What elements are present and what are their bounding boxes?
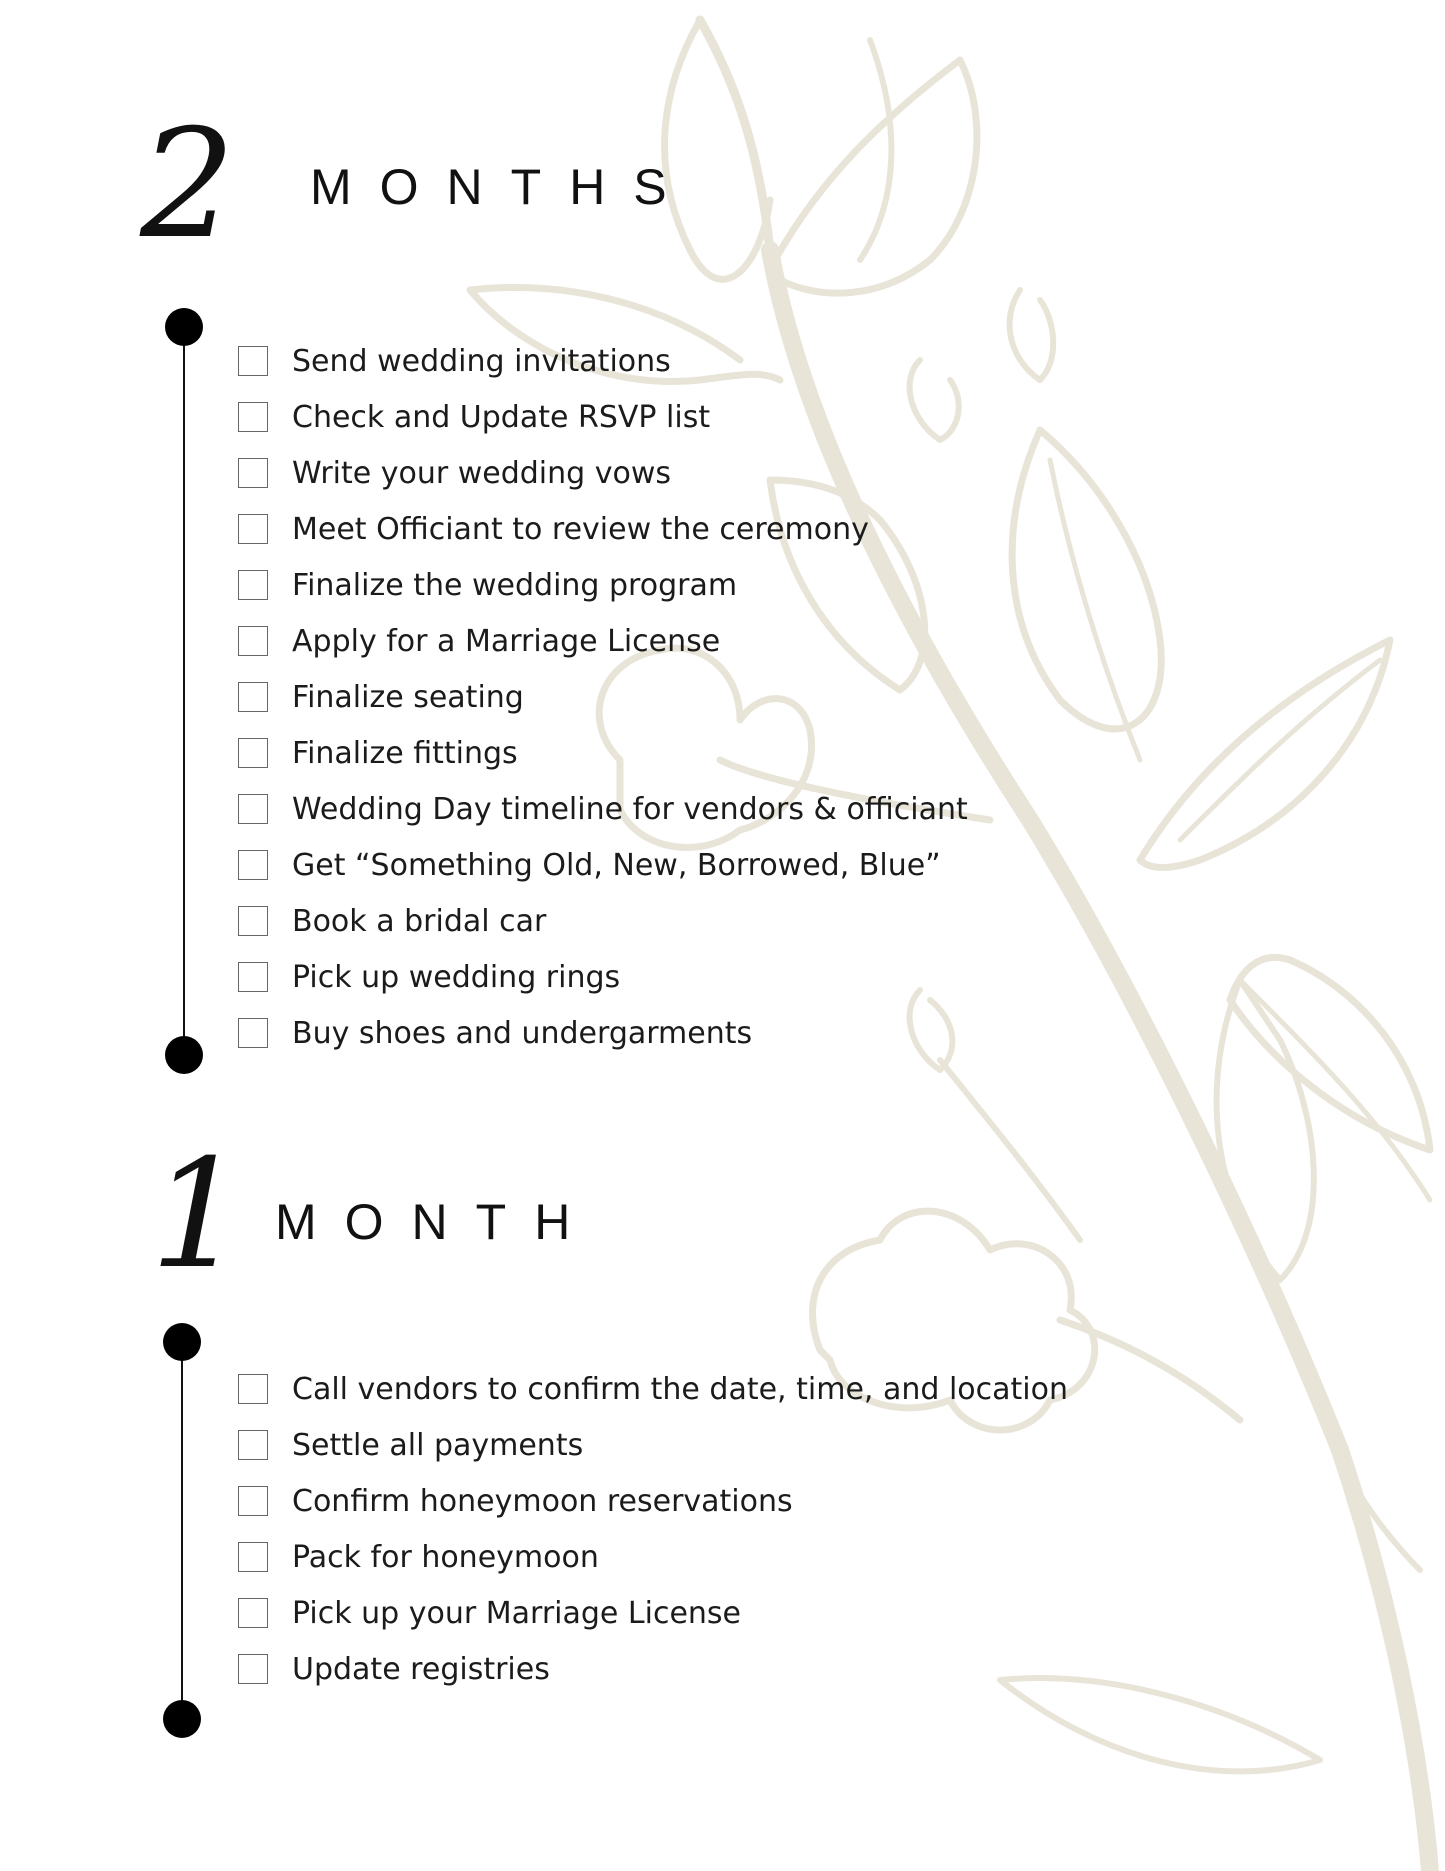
- checklist-item-label: Get “Something Old, New, Borrowed, Blue”: [292, 847, 941, 883]
- checkbox[interactable]: [238, 1374, 268, 1404]
- checklist-item[interactable]: [238, 669, 968, 725]
- checklist-item[interactable]: [238, 557, 968, 613]
- checkbox[interactable]: [238, 458, 268, 488]
- checkbox[interactable]: [238, 850, 268, 880]
- checklist-item[interactable]: [238, 333, 968, 389]
- section-numeral: 1: [150, 1128, 246, 1302]
- checkbox[interactable]: [238, 626, 268, 656]
- checklist-item-label: Wedding Day timeline for vendors & officiant: [292, 791, 968, 827]
- timeline-line: [181, 1345, 183, 1720]
- checkbox[interactable]: [238, 906, 268, 936]
- checkbox[interactable]: [238, 738, 268, 768]
- section-title: MONTHS: [310, 159, 695, 215]
- checkbox[interactable]: [238, 1018, 268, 1048]
- checklist-item-label: Send wedding invitations: [292, 343, 671, 379]
- checklist-item[interactable]: [238, 1585, 1068, 1641]
- checkbox[interactable]: [238, 1430, 268, 1460]
- checklist-item[interactable]: [238, 1641, 1068, 1697]
- checkbox[interactable]: [238, 962, 268, 992]
- timeline-start-dot: [163, 1323, 201, 1361]
- checklist-item-label: Finalize seating: [292, 679, 524, 715]
- timeline-line: [183, 330, 185, 1055]
- checklist-item[interactable]: [238, 837, 968, 893]
- checklist-item[interactable]: [238, 613, 968, 669]
- checklist-item-label: Buy shoes and undergarments: [292, 1015, 753, 1051]
- checklist-item-label: Confirm honeymoon reservations: [292, 1483, 793, 1519]
- checklist-item-label: Book a bridal car: [292, 903, 547, 939]
- checklist-item[interactable]: [238, 781, 968, 837]
- checkbox[interactable]: [238, 1598, 268, 1628]
- checklist-item-label: Pack for honeymoon: [292, 1539, 599, 1575]
- checklist-one-month: [238, 1361, 1068, 1697]
- checklist-item-label: Call vendors to confirm the date, time, and location: [292, 1371, 1068, 1407]
- checklist-item-label: Write your wedding vows: [292, 455, 672, 491]
- checklist-item-label: Meet Officiant to review the ceremony: [292, 511, 869, 547]
- checklist-item[interactable]: [238, 1417, 1068, 1473]
- checklist-item-label: Check and Update RSVP list: [292, 399, 711, 435]
- checklist-item[interactable]: [238, 725, 968, 781]
- checklist-item[interactable]: [238, 501, 968, 557]
- checklist-item-label: Settle all payments: [292, 1427, 584, 1463]
- checklist-item-label: Finalize the wedding program: [292, 567, 738, 603]
- checklist-item-label: Apply for a Marriage License: [292, 623, 721, 659]
- checkbox[interactable]: [238, 570, 268, 600]
- checklist-item[interactable]: [238, 389, 968, 445]
- checkbox[interactable]: [238, 346, 268, 376]
- timeline-end-dot: [165, 1036, 203, 1074]
- checklist-two-months: [238, 333, 968, 1061]
- checkbox[interactable]: [238, 794, 268, 824]
- checkbox[interactable]: [238, 1542, 268, 1572]
- timeline-start-dot: [165, 308, 203, 346]
- checklist-item[interactable]: [238, 1005, 968, 1061]
- checklist-item[interactable]: [238, 1361, 1068, 1417]
- section-numeral: 2: [140, 98, 236, 272]
- checkbox[interactable]: [238, 1486, 268, 1516]
- checklist-item[interactable]: [238, 949, 968, 1005]
- checklist-item-label: Pick up wedding rings: [292, 959, 621, 995]
- checkbox[interactable]: [238, 402, 268, 432]
- checkbox[interactable]: [238, 514, 268, 544]
- checklist-item-label: Finalize fittings: [292, 735, 518, 771]
- checkbox[interactable]: [238, 1654, 268, 1684]
- checkbox[interactable]: [238, 682, 268, 712]
- section-title: MONTH: [275, 1194, 599, 1250]
- checklist-item[interactable]: [238, 893, 968, 949]
- checklist-item[interactable]: [238, 1473, 1068, 1529]
- checklist-item[interactable]: [238, 1529, 1068, 1585]
- checklist-item-label: Update registries: [292, 1651, 550, 1687]
- timeline-end-dot: [163, 1700, 201, 1738]
- checklist-item[interactable]: [238, 445, 968, 501]
- checklist-item-label: Pick up your Marriage License: [292, 1595, 742, 1631]
